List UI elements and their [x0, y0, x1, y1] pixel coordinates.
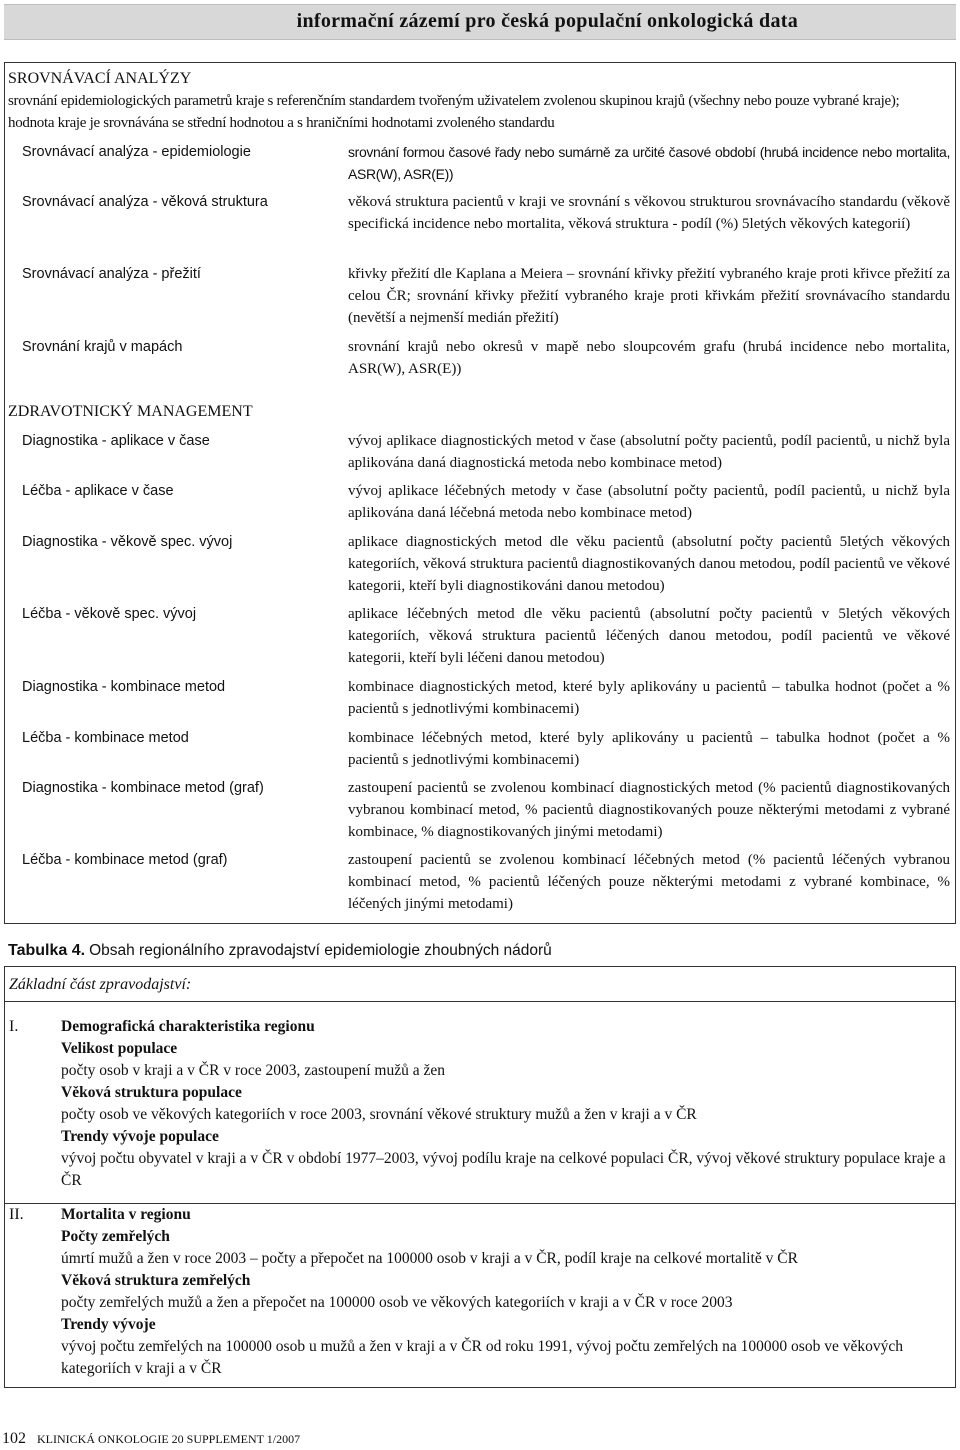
row-label: Srovnávací analýza - přežití [22, 266, 201, 282]
row-description: věková struktura pacientů v kraji ve srovnání s věkovou strukturou srovnávacího standardu (věkově specifická incidence nebo mortalita, věková struktura - podíl (%) 5letých věkových kategorií) [348, 194, 950, 232]
section-heading-management: ZDRAVOTNICKÝ MANAGEMENT [8, 403, 253, 420]
row-description: kombinace léčebných metod, které byly aplikovány u pacientů – tabulka hodnot (počet a % pacientů s jednotlivými kombinacemi) [348, 730, 950, 768]
section-heading-comparative: SROVNÁVACÍ ANALÝZY [8, 70, 192, 87]
row-label: Léčba - aplikace v čase [22, 483, 174, 499]
row-label: Diagnostika - aplikace v čase [22, 433, 210, 449]
row-label: Léčba - kombinace metod [22, 730, 189, 746]
part-number: II. [9, 1206, 24, 1223]
subsection-text: počty zemřelých mužů a žen a přepočet na 100000 osob ve věkových kategoriích v kraji a v ČR v roce 2003 [61, 1294, 733, 1311]
row-description: aplikace léčebných metod dle věku pacientů (absolutní počty pacientů v 5letých věkových kategoriích, věková struktura pacientů léčených danou metodou, podíl pacientů ve věkové kategorii, kteří byli léčeni danou metodou) [348, 606, 950, 666]
basic-part-heading: Základní část zpravodajství: [5, 967, 955, 1002]
row-label: Diagnostika - kombinace metod [22, 679, 226, 695]
subsection-title: Velikost populace [61, 1040, 178, 1057]
row-description: vývoj aplikace léčebných metody v čase (absolutní počty pacientů, podíl pacientů, u nichž byla aplikována daná léčebná metoda nebo kombinace metod) [348, 483, 950, 521]
table-caption-text: Obsah regionálního zpravodajství epidemiologie zhoubných nádorů [89, 942, 552, 959]
header-title: informační zázemí pro česká populační onkologická data [296, 10, 798, 32]
row-description: srovnání krajů nebo okresů v mapě nebo sloupcovém grafu (hrubá incidence nebo mortalita, ASR(W), ASR(E)) [348, 339, 950, 377]
part-title: Mortalita v regionu [61, 1206, 191, 1223]
subsection-text: počty osob v kraji a v ČR v roce 2003, zastoupení mužů a žen [61, 1062, 445, 1079]
row-description: srovnání formou časové řady nebo sumárně za určité časové období (hrubá incidence nebo mortalita, ASR(W), ASR(E)) [348, 144, 950, 182]
journal-name: KLINICKÁ ONKOLOGIE 20 SUPPLEMENT 1/2007 [37, 1432, 301, 1446]
row-description: vývoj aplikace diagnostických metod v čase (absolutní počty pacientů, podíl pacientů, u nichž byla aplikována daná diagnostická metoda nebo kombinace metod) [348, 433, 950, 471]
row-description: zastoupení pacientů se zvolenou kombinací diagnostických metod (% pacientů diagnostikovaných vybranou kombinací metod, % pacientů diagnostikovaných pouze některými metodami z vybrané kombinace, % diagnostikovaných jinými metodami) [348, 780, 950, 840]
subsection-text: počty osob ve věkových kategoriích v roce 2003, srovnání věkové struktury mužů a žen v kraji a v ČR [61, 1106, 697, 1123]
subsection-text: vývoj počtu obyvatel v kraji a v ČR v období 1977–2003, vývoj podílu kraje na celkové populaci ČR, vývoj věkové struktury populace kraje a ČR [61, 1150, 946, 1189]
subsection-title: Věková struktura populace [61, 1084, 242, 1101]
table-label: Tabulka 4. [8, 942, 86, 959]
subsection-title: Trendy vývoje populace [61, 1128, 219, 1145]
running-header [4, 4, 956, 40]
row-label: Diagnostika - věkově spec. vývoj [22, 534, 233, 550]
row-label: Srovnávací analýza - epidemiologie [22, 144, 251, 160]
subsection-title: Počty zemřelých [61, 1228, 170, 1245]
table-4-box [4, 966, 956, 1388]
row-description: aplikace diagnostických metod dle věku pacientů (absolutní počty pacientů 5letých věkových kategoriích, věková struktura pacientů diagnostikovaných danou metodou, podíl pacientů ve věkové kategorii, kteří byli diagnostikováni danou metodou) [348, 534, 950, 594]
page-footer [2, 1428, 300, 1450]
table-caption [8, 940, 552, 962]
section-intro-comparative: srovnání epidemiologických parametrů kraje s referenčním standardem tvořeným uživatelem zvolenou skupinou krajů (všechny nebo pouze vybrané kraje); hodnota kraje je srovnávána se střední hodnotou a s hraničními hodnotami zvoleného standardu [8, 93, 900, 131]
row-label: Léčba - věkově spec. vývoj [22, 606, 197, 622]
part-title: Demografická charakteristika regionu [61, 1018, 315, 1035]
subsection-title: Trendy vývoje [61, 1316, 156, 1333]
subsection-text: vývoj počtu zemřelých na 100000 osob u mužů a žen v kraji a v ČR od roku 1991, vývoj počtu zemřelých na 100000 osob ve věkových kategoriích v kraji a v ČR [61, 1338, 903, 1377]
subsection-title: Věková struktura zemřelých [61, 1272, 251, 1289]
row-label: Diagnostika - kombinace metod (graf) [22, 780, 264, 796]
page-number: 102 [2, 1430, 26, 1447]
row-label: Léčba - kombinace metod (graf) [22, 852, 228, 868]
row-label: Srovnávací analýza - věková struktura [22, 194, 268, 210]
row-description: kombinace diagnostických metod, které byly aplikovány u pacientů – tabulka hodnot (počet a % pacientů s jednotlivými kombinacemi) [348, 679, 950, 717]
part-number: I. [9, 1018, 19, 1035]
subsection-text: úmrtí mužů a žen v roce 2003 – počty a přepočet na 100000 osob v kraji a v ČR, podíl kraje na celkové mortalitě v ČR [61, 1250, 798, 1267]
row-description: křivky přežití dle Kaplana a Meiera – srovnání křivky přežití vybraného kraje proti křivce přežití za celou ČR; srovnání křivky přežití vybraného kraje proti křivkám přežití srovnávacího standardu (nevětší a nejmenší medián přežití) [348, 266, 950, 326]
row-description: zastoupení pacientů se zvolenou kombinací léčebných metod (% pacientů léčených vybranou kombinací metod, % pacientů léčených pouze některými metodami z vybrané kombinace, % léčených jinými metodami) [348, 852, 950, 912]
row-label: Srovnání krajů v mapách [22, 339, 183, 355]
